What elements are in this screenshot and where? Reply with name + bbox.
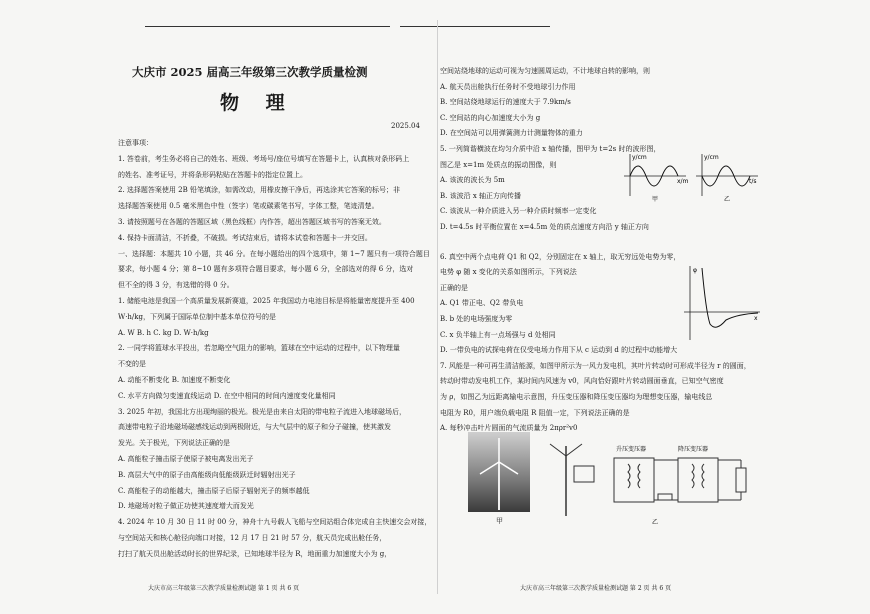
text-line: 打扫了航天员出舱活动时长的世界纪录，已知地球半径为 R，地面重力加速度大小为 g， [118, 549, 392, 558]
text-line: 不变的是 [118, 360, 146, 369]
circuit-caption: 乙 [652, 519, 659, 526]
text-line: 7. 风能是一种可再生清洁能源，如图甲所示为一风力发电机，其叶片转动时可形成半径为 r 的圆面， [440, 361, 751, 370]
text-line: 与空间站天和核心舱径向端口对接，12 月 17 日 21 时 57 分，航天员完成出舱任务， [118, 534, 387, 542]
text-line: 空间站绕地球的运动可视为匀速圆周运动，不计地球自转的影响，则 [440, 67, 650, 75]
text-line: C. 空间站的向心加速度大小为 g [440, 113, 541, 122]
text-line: C. 高能粒子的动能越大，撞击原子后原子辐射光子的频率越低 [118, 486, 310, 495]
potential-ylabel: φ [693, 267, 697, 274]
text-line: 发光。关于极光，下列说法正确的是 [118, 439, 230, 448]
text-line: 电阻为 R0，用户端负载电阻 R 阻值一定，下列说法正确的是 [440, 408, 630, 417]
text-line: 为 ρ，如图乙为远距离输电示意图，升压变压器和降压变压器均为理想变压器，输电线总 [440, 393, 713, 401]
text-line: 2. 一同学将篮球水平投出，若忽略空气阻力的影响，篮球在空中运动的过程中，以下物理量 [118, 344, 400, 353]
text-line: A. 该波的波长为 5m [440, 176, 505, 185]
page-footer-right: 大庆市高三年级第三次教学质量检测试题 第 2 页 共 6 页 [520, 585, 672, 592]
text-line: D. 地磁场对粒子做正功使其速度增大而发光 [118, 502, 254, 511]
text-line: 5. 一列简谐横波在均匀介质中沿 x 轴传播，图甲为 t=2s 时的波形图， [440, 145, 661, 153]
text-line: W·h/kg，下列属于国际单位制中基本单位符号的是 [118, 312, 277, 321]
potential-graph [680, 262, 762, 344]
wave-a-caption: 甲 [652, 196, 659, 202]
wave-b-caption: 乙 [724, 196, 731, 202]
wave-b-ylabel: y/cm [704, 154, 719, 161]
text-line: C. 水平方向做匀变速直线运动 D. 在空中相同的时间内速度变化量相同 [118, 391, 336, 400]
text-line: 3. 2025 年初，我国北方出现绚丽的极光。极光是由来自太阳的带电粒子流进入地球磁场后， [118, 407, 406, 416]
page-footer-left: 大庆市高三年级第三次教学质量检测试题 第 1 页 共 6 页 [148, 585, 300, 592]
text-line: 1. 储能电池是我国一个高质量发展新赛道，2025 年我国动力电池目标是将能量密度提升至 400 [118, 297, 415, 305]
text-line: 6. 真空中两个点电荷 Q1 和 Q2，分别固定在 x 轴上，取无穷远处电势为零， [440, 252, 681, 261]
wave-graph-a [620, 150, 690, 202]
text-line: B. 高层大气中的原子由高能级向低能级跃迁时辐射出光子 [118, 470, 296, 479]
wave-a-xlabel: x/m [677, 178, 689, 185]
text-line: 一、选择题：本题共 10 小题，共 46 分。在每小题给出的四个选项中，第 1~7 题只有一项符合题目 [118, 249, 430, 258]
text-line: C. x 负半轴上有一点场强与 d 处相同 [440, 330, 556, 339]
text-line: 注意事项： [118, 139, 153, 147]
text-line: D. 一带负电的试探电荷在仅受电场力作用下从 c 运动到 d 的过程中动能增大 [440, 346, 678, 355]
text-line: 的姓名、准考证号，并将条形码粘贴在答题卡的指定位置上。 [118, 170, 307, 179]
text-line: A. 高能粒子撞击原子使原子被电离发出光子 [118, 455, 254, 463]
text-line: A. Q1 带正电、Q2 带负电 [440, 299, 524, 308]
text-line: B. 该波沿 x 轴正方向传播 [440, 191, 521, 200]
text-line: 转动时带动发电机工作，某时间内风速为 v0，风向恰好跟叶片转动圆面垂直，已知空气密度 [440, 377, 724, 386]
wave-a-ylabel: y/cm [632, 154, 647, 161]
text-line: 选择题答案使用 0.5 毫米黑色中性（签字）笔或碳素笔书写，字体工整，笔迹清楚。 [118, 202, 379, 211]
text-line: 图乙是 x=1m 处质点的振动图像，则 [440, 160, 557, 169]
potential-xlabel: x [754, 315, 758, 322]
text-line: B. 空间站绕地球运行的速度大于 7.9km/s [440, 98, 571, 107]
step-down-label: 降压变压器 [678, 446, 709, 453]
text-line: 2. 选择题答案使用 2B 铅笔填涂，如需改动，用橡皮擦干净后，再选涂其它答案的标号；非 [118, 186, 400, 195]
text-line: 高速带电粒子沿地磁场磁感线运动到两极附近，与大气层中的原子和分子碰撞，使其激发 [118, 423, 391, 432]
wind-turbine-photo [468, 432, 530, 512]
transmission-circuit [544, 436, 762, 526]
text-line: 正确的是 [440, 283, 468, 292]
text-line: D. 在空间站可以用弹簧测力计测量物体的重力 [440, 129, 583, 138]
wind-turbine-icon [468, 432, 530, 512]
text-line: A. W B. h C. kg D. W·h/kg [118, 328, 209, 337]
text-line: A. 动能不断变化 B. 加速度不断变化 [118, 376, 231, 384]
text-line: 电势 φ 随 x 变化的关系如图所示，下列说法 [440, 268, 577, 277]
exam-date: 2025.04 [391, 122, 420, 130]
text-line: D. t=4.5s 时平衡位置在 x=4.5m 处的质点速度方向沿 y 轴正方向 [440, 223, 649, 231]
text-line: 1. 答卷前，考生务必将自己的姓名、班级、考场号/座位号填写在答题卡上，认真核对条形码上 [118, 154, 410, 163]
text-line: 4. 保持卡面清洁，不折叠，不破损。考试结束后，请将本试卷和答题卡一并交回。 [118, 233, 372, 242]
text-line: A. 航天员出舱执行任务时不受地球引力作用 [440, 82, 576, 91]
text-line: 3. 请按照题号在各题的答题区域（黑色线框）内作答，超出答题区域书写的答案无效。 [118, 218, 386, 226]
wind-photo-caption: 甲 [496, 517, 503, 525]
step-up-label: 升压变压器 [616, 446, 647, 453]
wave-b-xlabel: t/s [749, 178, 757, 185]
text-line: 4. 2024 年 10 月 30 日 11 时 00 分，神舟十九号载人飞船与空间站组合体完成自主快速交会对接， [118, 518, 432, 527]
text-line: 要求，每小题 4 分；第 8~10 题有多项符合题目要求，每小题 6 分，全部选对的得 6 分，选对 [118, 265, 414, 274]
text-line: 但不全的得 3 分，有选错的得 0 分。 [118, 281, 234, 290]
wave-graph-b [692, 150, 762, 202]
text-line: C. 该波从一种介质进入另一种介质时频率一定变化 [440, 207, 597, 216]
text-line: B. b 处的电场强度为零 [440, 315, 513, 323]
left-column [118, 0, 440, 614]
right-column [440, 0, 762, 614]
subject-title: 物 理 [220, 92, 295, 114]
text-line: A. 每秒冲击叶片圆面的气流质量为 2πρr²v0 [440, 424, 578, 433]
exam-title: 大庆市 2025 届高三年级第三次教学质量检测 [132, 65, 368, 79]
